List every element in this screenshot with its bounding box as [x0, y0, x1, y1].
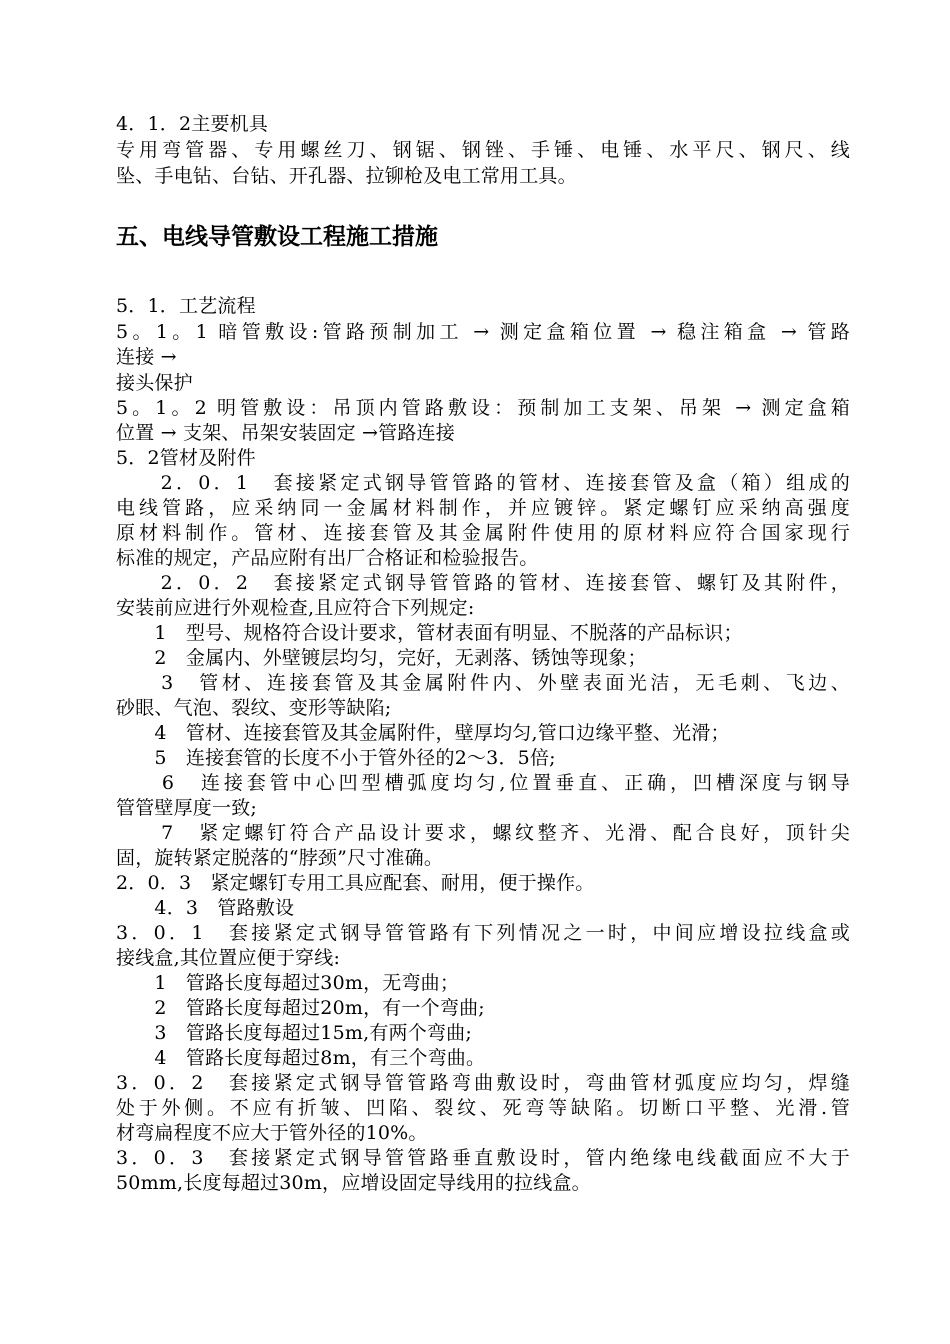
text-line-14: 标准的规定，产品应附有出厂合格证和检验报告。	[116, 547, 539, 569]
text-line-2: 专用弯管器、专用螺丝刀、钢锯、钢锉、手锤、电锤、水平尺、钢尺、线	[116, 139, 850, 161]
text-line-11: 2．0．1 套接紧定式钢导管管路的管材、连接套管及盒（箱）组成的	[116, 472, 850, 494]
text-line-28: 4．3 管路敷设	[116, 897, 295, 919]
text-line-17: 1 型号、规格符合设计要求，管材表面有明显、不脱落的产品标识；	[116, 622, 743, 644]
text-line-21: 4 管材、连接套管及其金属附件，壁厚均匀,管口边缘平整、光滑；	[116, 722, 730, 744]
text-line-12: 电线管路，应采纳同一金属材料制作，并应镀锌。紧定螺钉应采纳高强度	[116, 497, 850, 519]
text-line-37: 材弯扁程度不应大于管外径的10%。	[116, 1122, 428, 1144]
text-line-10: 5．2管材及附件	[116, 447, 256, 469]
text-line-20: 砂眼、气泡、裂纹、变形等缺陷;	[116, 697, 392, 719]
section-heading: 五、电线导管敷设工程施工措施	[116, 224, 438, 250]
text-line-26: 固，旋转紧定脱落的“脖颈”尺寸准确。	[116, 847, 444, 869]
text-line-32: 2 管路长度每超过20m，有一个弯曲;	[116, 997, 485, 1019]
text-line-35: 3．0．2 套接紧定式钢导管管路弯曲敷设时，弯曲管材弧度应均匀，焊缝	[116, 1072, 850, 1094]
text-line-25: 7 紧定螺钉符合产品设计要求，螺纹整齐、光滑、配合良好，顶针尖	[116, 822, 850, 844]
text-line-38: 3．0．3 套接紧定式钢导管管路垂直敷设时，管内绝缘电线截面应不大于	[116, 1147, 850, 1169]
text-line-1: 4．1．2主要机具	[116, 113, 269, 135]
text-line-4: 5．1．工艺流程	[116, 295, 256, 317]
text-line-3: 坠、手电钻、台钻、开孔器、拉铆枪及电工常用工具。	[116, 165, 577, 187]
text-line-30: 接线盒,其位置应便于穿线:	[116, 947, 341, 969]
text-line-15: 2．0．2 套接紧定式钢导管管路的管材、连接套管、螺钉及其附件，	[116, 572, 850, 594]
text-line-22: 5 连接套管的长度不小于管外径的2～3．5倍;	[116, 747, 556, 769]
text-line-24: 管管壁厚度一致;	[116, 797, 258, 819]
text-line-39: 50mm,长度每超过30m，应增设固定导线用的拉线盒。	[116, 1172, 591, 1194]
text-line-36: 处于外侧。不应有折皱、凹陷、裂纹、死弯等缺陷。切断口平整、光滑.管	[116, 1097, 850, 1119]
text-line-16: 安装前应进行外观检查,且应符合下列规定:	[116, 597, 475, 619]
text-line-31: 1 管路长度每超过30m，无弯曲；	[116, 972, 460, 994]
text-line-13: 原材料制作。管材、连接套管及其金属附件使用的原材料应符合国家现行	[116, 522, 850, 544]
text-line-6: 连接 →	[116, 346, 177, 368]
text-line-34: 4 管路长度每超过8m，有三个弯曲。	[116, 1047, 486, 1069]
text-line-7: 接头保护	[116, 372, 193, 394]
text-line-8: 5。1。2 明管敷设：吊顶内管路敷设：预制加工支架、吊架 → 测定盒箱	[116, 397, 850, 419]
text-line-9: 位置 → 支架、吊架安装固定 →管路连接	[116, 422, 455, 444]
text-line-18: 2 金属内、外壁镀层均匀，完好，无剥落、锈蚀等现象；	[116, 647, 647, 669]
text-line-33: 3 管路长度每超过15m,有两个弯曲;	[116, 1022, 472, 1044]
text-line-5: 5。1。1 暗管敷设:管路预制加工 → 测定盒箱位置 → 稳注箱盒 → 管路	[116, 321, 850, 343]
text-line-29: 3．0．1 套接紧定式钢导管管路有下列情况之一时，中间应增设拉线盒或	[116, 922, 850, 944]
text-line-27: 2．0．3 紧定螺钉专用工具应配套、耐用，便于操作。	[116, 872, 595, 894]
text-line-23: 6 连接套管中心凹型槽弧度均匀,位置垂直、正确，凹槽深度与钢导	[116, 772, 850, 794]
text-line-19: 3 管材、连接套管及其金属附件内、外壁表面光洁，无毛刺、飞边、	[116, 672, 850, 694]
